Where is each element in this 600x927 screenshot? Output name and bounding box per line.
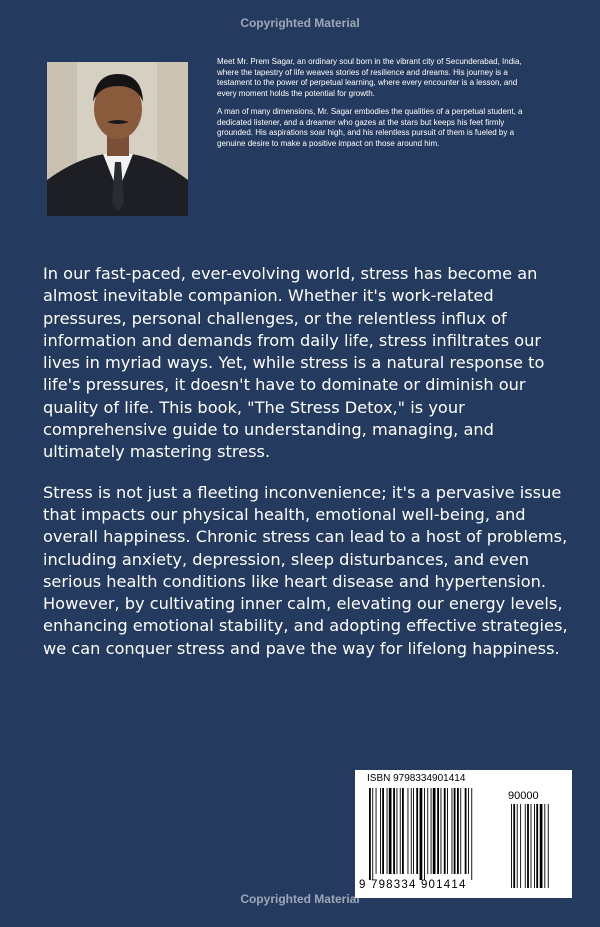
barcode-bar bbox=[380, 788, 381, 874]
watermark-bottom: Copyrighted Material bbox=[240, 892, 360, 906]
author-photo bbox=[47, 62, 188, 216]
barcode-addon-bar bbox=[531, 804, 532, 888]
barcode-addon-bar bbox=[520, 804, 521, 888]
watermark-top: Copyrighted Material bbox=[240, 16, 360, 30]
barcode-addon-bar bbox=[527, 804, 529, 888]
barcode-bar bbox=[413, 788, 414, 874]
barcode-bar bbox=[424, 788, 425, 880]
isbn-barcode bbox=[355, 770, 572, 898]
barcode-bar bbox=[452, 788, 453, 874]
barcode-addon-bar bbox=[525, 804, 526, 888]
barcode-bar bbox=[420, 788, 423, 880]
barcode-bar bbox=[447, 788, 448, 874]
description-paragraph: Stress is not just a fleeting inconvenience; it's a pervasive issue that impacts our physical health, emotional well-being, and overall happiness. Chronic stress can lead to a host of problems, including anxiety, depression, sleep disturbances, and even serious health conditions like heart disease and hypertension. However, by cultivating inner calm, elevating our energy levels, enhancing emotional stability, and adopting effective strategies, we can conquer stress and pave the way for lifelong happiness. bbox=[43, 482, 568, 658]
barcode-bar bbox=[441, 788, 442, 874]
description-paragraph: In our fast-paced, ever-evolving world, stress has become an almost inevitable companion. Whether it's work-related pressures, personal challenges, or the relentless influx of information and demands from daily life, stress infiltrates our lives in myriad ways. Yet, while stress is a natural response to life's pressures, it doesn't have to dominate or diminish our quality of life. This book, "The Stress Detox," is your comprehensive guide to understanding, managing, and ultimately mastering stress. bbox=[43, 264, 545, 462]
barcode-bar bbox=[382, 788, 384, 874]
barcode-bar bbox=[387, 788, 388, 874]
barcode-bar bbox=[460, 788, 461, 874]
barcode-addon-bar bbox=[544, 804, 545, 888]
author-portrait-image bbox=[47, 62, 188, 216]
barcode-addon-bar bbox=[511, 804, 512, 888]
barcode-addon-bar bbox=[548, 804, 549, 888]
barcode-bar bbox=[397, 788, 398, 874]
barcode-bar bbox=[376, 788, 377, 874]
barcode-bar bbox=[393, 788, 395, 874]
barcode-bar bbox=[454, 788, 456, 874]
barcode-bar bbox=[389, 788, 392, 874]
barcode-bar bbox=[433, 788, 436, 874]
barcode-bar bbox=[408, 788, 409, 874]
barcode-bar bbox=[437, 788, 439, 874]
barcode-bar bbox=[431, 788, 432, 874]
barcode-bar bbox=[427, 788, 428, 874]
author-bio bbox=[217, 57, 537, 157]
barcode-addon-bar bbox=[534, 804, 535, 888]
barcode-bar bbox=[400, 788, 401, 874]
book-description bbox=[43, 263, 568, 678]
price-code: 90000 bbox=[508, 790, 539, 802]
author-bio-paragraph: A man of many dimensions, Mr. Sagar embodies the qualities of a perpetual student, a dedicated listener, and a dreamer who gazes at the stars but keeps his feet firmly grounded. His aspirations soar high, and his relentless pursuit of them is fueled by a genuine desire to make a positive impact on those around him. bbox=[217, 107, 523, 148]
barcode-bar bbox=[411, 788, 412, 874]
barcode-addon-bar bbox=[540, 804, 543, 888]
barcode-addon-bar bbox=[517, 804, 518, 888]
barcode-bar bbox=[468, 788, 469, 874]
barcode-bar bbox=[372, 788, 373, 880]
barcode-digits: 9 798334 901414 bbox=[359, 879, 467, 891]
barcode-bar bbox=[402, 788, 404, 874]
barcode-bar bbox=[444, 788, 446, 874]
isbn-label: ISBN 9798334901414 bbox=[367, 773, 466, 784]
barcode-bar bbox=[369, 788, 371, 880]
barcode-addon-bar bbox=[536, 804, 538, 888]
barcode-bar bbox=[416, 788, 418, 874]
barcode-addon-bar bbox=[513, 804, 515, 888]
barcode-bar bbox=[471, 788, 472, 880]
barcode-bar bbox=[465, 788, 467, 874]
barcode-bar bbox=[457, 788, 459, 874]
author-bio-paragraph: Meet Mr. Prem Sagar, an ordinary soul born in the vibrant city of Secunderabad, India, where the tapestry of life weaves stories of resilience and dreams. His journey is a testament to the power of perpetual learning, where every encounter is a lesson, and every moment holds the potential for growth. bbox=[217, 57, 522, 98]
